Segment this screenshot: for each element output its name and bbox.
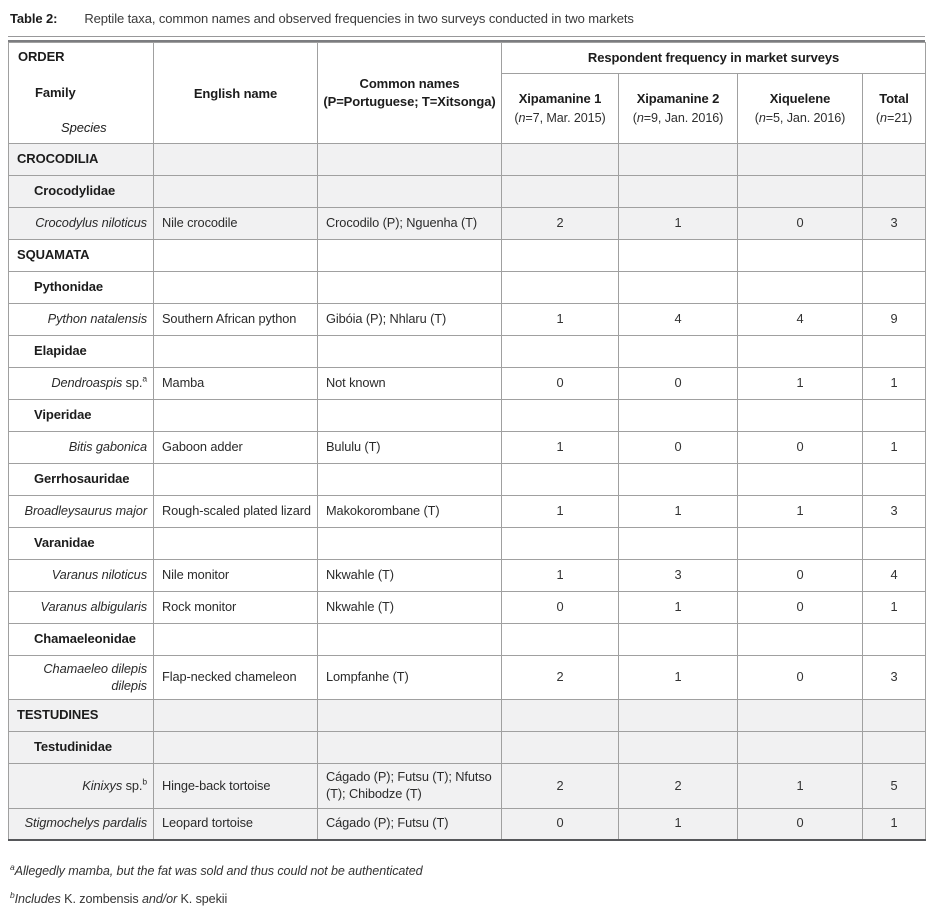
count-cell: 0 [502,368,619,400]
count-cell [619,528,738,560]
header-market-xipamanine2 [619,73,738,143]
taxon-cell: Chamaeleo dilepis dilepis [9,656,154,700]
count-cell: 1 [502,560,619,592]
header-common-names [318,43,502,144]
english-name-cell: Flap-necked chameleon [154,656,318,700]
count-cell [738,144,863,176]
common-names-cell [318,528,502,560]
count-cell [863,732,926,764]
count-cell: 1 [502,496,619,528]
english-name-cell: Nile monitor [154,560,318,592]
header-market-xipamanine1 [502,73,619,143]
common-names-cell [318,700,502,732]
common-names-cell: Gibóia (P); Nhlaru (T) [318,304,502,336]
table-row-family [9,400,926,432]
market-sample: (n=9, Jan. 2016) [632,111,724,126]
count-cell [738,272,863,304]
count-cell: 1 [502,304,619,336]
table-row-family [9,528,926,560]
header-species-label: Species [61,120,107,135]
count-cell [738,528,863,560]
table-body [9,144,926,841]
market-name: Xiquelene [769,91,831,107]
count-cell: 2 [502,764,619,808]
reptile-frequency-table [8,42,926,841]
market-sample: (n=7, Mar. 2015) [514,111,606,126]
count-cell: 2 [502,208,619,240]
header-common-line1: Common names [359,75,460,91]
count-cell [502,464,619,496]
english-name-cell: Hinge-back tortoise [154,764,318,808]
table-row-species [9,496,926,528]
taxon-cell: Elapidae [9,336,154,368]
common-names-cell: Makokorombane (T) [318,496,502,528]
count-cell: 3 [863,496,926,528]
taxon-cell: Crocodylidae [9,176,154,208]
english-name-cell: Nile crocodile [154,208,318,240]
english-name-cell: Rock monitor [154,592,318,624]
count-cell: 1 [619,808,738,840]
taxon-cell: Varanus niloticus [9,560,154,592]
count-cell [619,144,738,176]
count-cell: 1 [863,808,926,840]
english-name-cell [154,400,318,432]
count-cell: 0 [619,432,738,464]
taxon-cell: Gerrhosauridae [9,464,154,496]
common-names-cell [318,144,502,176]
count-cell [619,400,738,432]
count-cell: 0 [619,368,738,400]
count-cell: 1 [619,592,738,624]
footnote-marker: b [10,889,15,900]
table-row-species [9,368,926,400]
common-names-cell [318,272,502,304]
common-names-cell [318,732,502,764]
count-cell [502,624,619,656]
taxon-cell: Varanidae [9,528,154,560]
taxon-cell: Kinixys sp.$^b$ [9,764,154,808]
english-name-cell [154,528,318,560]
header-market-xiquelene [738,73,863,143]
taxon-cell: Bitis gabonica [9,432,154,464]
count-cell [863,624,926,656]
count-cell [863,528,926,560]
taxon-cell: Varanus albigularis [9,592,154,624]
count-cell: 1 [863,432,926,464]
table-row-family [9,176,926,208]
common-names-cell [318,176,502,208]
taxon-cell: CROCODILIA [9,144,154,176]
count-cell [502,528,619,560]
table-row-species [9,208,926,240]
count-cell: 1 [619,208,738,240]
count-cell [619,176,738,208]
header-total [863,73,926,143]
english-name-cell: Mamba [154,368,318,400]
count-cell: 1 [738,368,863,400]
common-names-cell: Crocodilo (P); Nguenha (T) [318,208,502,240]
header-order-label: ORDER [18,49,65,64]
english-name-cell [154,176,318,208]
footnote-text: Includes [14,892,65,906]
common-names-cell [318,464,502,496]
english-name-cell: Southern African python [154,304,318,336]
english-name-cell: Leopard tortoise [154,808,318,840]
table-header [9,43,926,144]
count-cell: 0 [502,592,619,624]
english-name-cell [154,336,318,368]
count-cell [738,700,863,732]
footnote-text: K. spekii [180,892,228,906]
common-names-cell: Nkwahle (T) [318,592,502,624]
count-cell [502,336,619,368]
taxon-cell: Broadleysaurus major [9,496,154,528]
common-names-cell [318,624,502,656]
count-cell [863,240,926,272]
english-name-cell: Rough-scaled plated lizard [154,496,318,528]
table-row-family [9,336,926,368]
count-cell [619,336,738,368]
total-name: Total [879,91,909,107]
count-cell: 3 [863,208,926,240]
count-cell: 0 [738,592,863,624]
taxon-cell: Stigmochelys pardalis [9,808,154,840]
common-names-cell: Not known [318,368,502,400]
total-sample: (n=21) [875,111,913,126]
taxon-cell: TESTUDINES [9,700,154,732]
count-cell: 9 [863,304,926,336]
taxon-cell: SQUAMATA [9,240,154,272]
table-row-order [9,240,926,272]
count-cell [619,624,738,656]
table-caption [10,11,925,26]
table-row-order [9,700,926,732]
table-row-species [9,432,926,464]
table-row-species [9,304,926,336]
count-cell [619,732,738,764]
count-cell [619,464,738,496]
market-sample: (n=5, Jan. 2016) [754,111,846,126]
count-cell [502,732,619,764]
count-cell: 4 [863,560,926,592]
count-cell [863,144,926,176]
header-english-name: English name [154,43,318,144]
count-cell [863,176,926,208]
table-number: Table 2: [10,11,58,26]
header-family-label: Family [35,84,76,100]
count-cell [863,464,926,496]
count-cell: 5 [863,764,926,808]
table-row-order [9,144,926,176]
count-cell: 4 [619,304,738,336]
common-names-cell: Bululu (T) [318,432,502,464]
count-cell: 2 [619,764,738,808]
count-cell: 1 [738,496,863,528]
count-cell [502,272,619,304]
common-names-cell: Cágado (P); Futsu (T); Nfutso (T); Chibodze (T) [318,764,502,808]
taxon-cell: Dendroaspis sp.$^a$ [9,368,154,400]
count-cell: 0 [502,808,619,840]
common-names-cell [318,336,502,368]
header-taxon-column [9,43,154,144]
count-cell: 4 [738,304,863,336]
count-cell [738,176,863,208]
count-cell [738,240,863,272]
common-names-cell: Cágado (P); Futsu (T) [318,808,502,840]
table-row-species [9,560,926,592]
market-name: Xipamanine 2 [636,91,720,107]
english-name-cell [154,732,318,764]
count-cell: 0 [738,208,863,240]
table-row-species [9,592,926,624]
count-cell [619,240,738,272]
english-name-cell [154,272,318,304]
count-cell: 0 [738,808,863,840]
table-row-species [9,656,926,700]
count-cell [502,176,619,208]
footnote [10,890,925,909]
table-row-family [9,272,926,304]
count-cell [863,700,926,732]
table-row-species [9,808,926,840]
market-name: Xipamanine 1 [518,91,602,107]
footnote-text: Allegedly mamba, but the fat was sold and thus could not be authenticated [14,864,423,879]
count-cell: 2 [502,656,619,700]
count-cell: 1 [863,592,926,624]
taxon-cell: Pythonidae [9,272,154,304]
count-cell [738,464,863,496]
common-names-cell: Nkwahle (T) [318,560,502,592]
table-row-family [9,624,926,656]
table-row-family [9,464,926,496]
count-cell [738,400,863,432]
count-cell [863,336,926,368]
footnote-marker: a [10,862,15,872]
english-name-cell: Gaboon adder [154,432,318,464]
count-cell: 3 [619,560,738,592]
count-cell: 1 [619,656,738,700]
count-cell: 0 [738,560,863,592]
header-frequency-group: Respondent frequency in market surveys [502,43,926,74]
taxon-cell: Viperidae [9,400,154,432]
footnotes [10,862,925,909]
common-names-cell [318,240,502,272]
count-cell: 3 [863,656,926,700]
count-cell [863,272,926,304]
count-cell: 1 [738,764,863,808]
count-cell [619,272,738,304]
header-common-line2: (P=Portuguese; T=Xitsonga) [323,94,496,109]
count-cell [502,400,619,432]
count-cell: 1 [863,368,926,400]
footnote-text: K. zombensis [64,892,142,906]
common-names-cell: Lompfanhe (T) [318,656,502,700]
taxon-cell: Chamaeleonidae [9,624,154,656]
count-cell [863,400,926,432]
count-cell: 0 [738,432,863,464]
table-row-species [9,764,926,808]
count-cell [738,624,863,656]
english-name-cell [154,700,318,732]
count-cell: 0 [738,656,863,700]
table-row-family [9,732,926,764]
count-cell: 1 [619,496,738,528]
count-cell [502,144,619,176]
taxon-cell: Crocodylus niloticus [9,208,154,240]
count-cell [502,240,619,272]
footnote [10,862,925,881]
english-name-cell [154,144,318,176]
count-cell: 1 [502,432,619,464]
taxon-cell: Testudinidae [9,732,154,764]
table-title-text: Reptile taxa, common names and observed frequencies in two surveys conducted in two markets [84,11,634,26]
english-name-cell [154,624,318,656]
count-cell [502,700,619,732]
taxon-cell: Python natalensis [9,304,154,336]
count-cell [738,732,863,764]
common-names-cell [318,400,502,432]
count-cell [738,336,863,368]
english-name-cell [154,240,318,272]
count-cell [619,700,738,732]
footnote-text: and/or [141,892,181,906]
english-name-cell [154,464,318,496]
